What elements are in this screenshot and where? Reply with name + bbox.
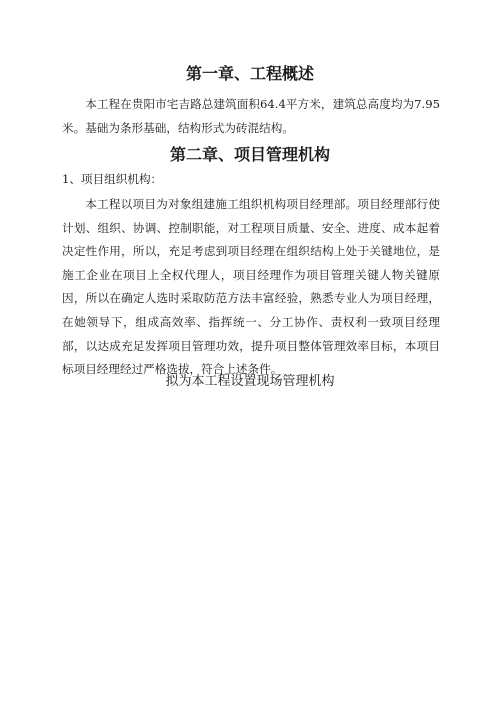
section-subheading: 1、项目组织机构： xyxy=(62,172,163,186)
organization-caption: 拟为本工程设置现场管理机构 xyxy=(165,374,335,389)
chapter-2-paragraph: 本工程以项目为对象组建施工组织机构项目经理部。项目经理部行使计划、组织、协调、控制职能，对工程项目质量、安全、进度、成本起着决定性作用，所以，充足考虑到项目经理在组织结构上处于关键地位，是施工企业在项目上全权代理人，项目经理作为项目管理关键人物关键原因，所以在确定人选时采取防范方法丰富经验，熟悉专业人为项目经理，在她领导下，组成高效率、指挥统一、分工协作、责权利一致项目经理部，以达成充足发挥项目管理功效，提升项目整体管理效率目标，本项目标项目经理经过严格选拔，符合上述条件。 xyxy=(62,197,440,377)
chapter-1-paragraph: 本工程在贵阳市宅吉路总建筑面积64.4平方米，建筑总高度均为7.95米。基础为条形基础，结构形式为砖混结构。 xyxy=(62,97,440,135)
chapter-1-title: 第一章、工程概述 xyxy=(185,64,314,83)
chapter-2-title: 第二章、项目管理机构 xyxy=(169,145,330,164)
